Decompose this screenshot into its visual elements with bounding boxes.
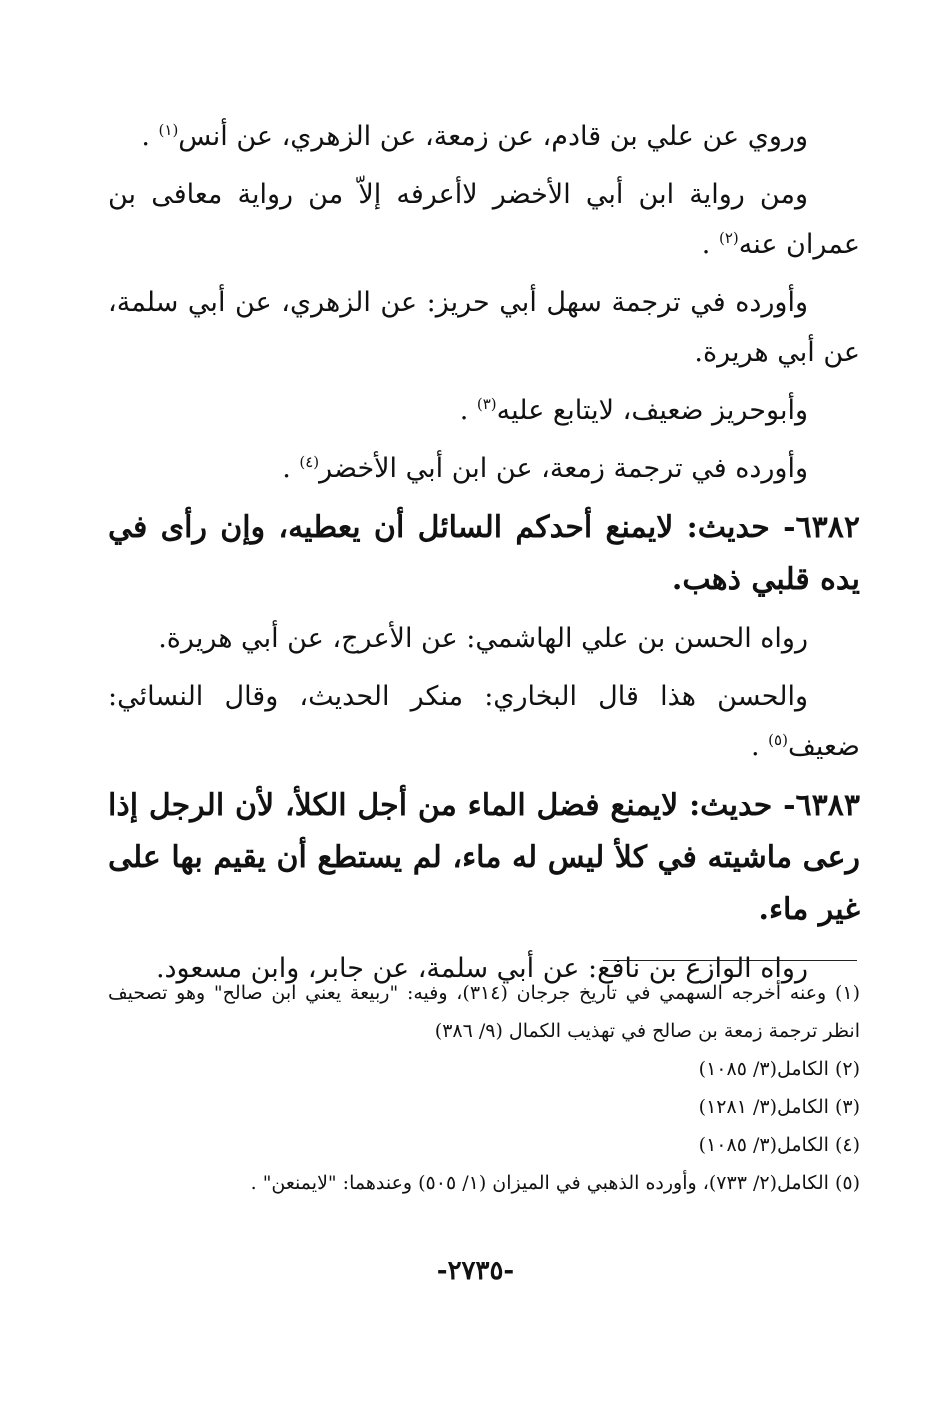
paragraph: والحسن هذا قال البخاري: منكر الحديث، وقال النسائي: ضعيف$^{(٥)}$ . — [108, 681, 860, 762]
footnote-ref[interactable]: (٥) — [768, 731, 788, 749]
page-number: -٢٧٣٥- — [436, 1256, 515, 1286]
footnote: (٤) الكامل(٣/ ١٠٨٥) — [698, 1134, 860, 1156]
paragraph: وأورده في ترجمة زمعة، عن ابن أبي الأخضر$^{(٤)}$ . — [282, 453, 808, 484]
paragraph: وأبوحريز ضعيف، لايتابع عليه$^{(٣)}$ . — [459, 395, 808, 426]
footnote: (٣) الكامل(٣/ ١٢٨١) — [698, 1096, 860, 1118]
footnotes — [108, 974, 860, 1202]
paragraph: ومن رواية ابن أبي الأخضر لاأعرفه إلاّ من رواية معافى بن عمران عنه$^{(٢)}$ . — [108, 179, 860, 260]
hadith-heading: ٦٣٨٣- حديث: لايمنع فضل الماء من أجل الكلأ، لأن الرجل إذا رعى ماشيته في كلأ ليس له ماء، لم يستطع أن يقيم بها على غير ماء. — [108, 788, 860, 927]
footnote-ref[interactable]: (٢) — [718, 229, 739, 247]
footnote-ref[interactable]: (١) — [158, 121, 179, 139]
footnote: (١) وعنه أخرجه السهمي في تاريخ جرجان (٣١٤)، وفيه: "ربيعة يعني ابن صالح" وهو تصحيف انظر ترجمة زمعة بن صالح في تهذيب الكمال (٩/ ٣٨٦) — [108, 982, 860, 1042]
footnote: (٥) الكامل(٢/ ٧٣٣)، وأورده الذهبي في الميزان (١/ ٥٠٥) وعندهما: "لايمنعن" . — [250, 1172, 860, 1194]
footnote-divider — [603, 960, 857, 961]
paragraph: رواه الوازع بن نافع: عن أبي سلمة، عن جابر، وابن مسعود. — [155, 953, 808, 984]
paragraph: وروي عن علي بن قادم، عن زمعة، عن الزهري، عن أنس$^{(١)}$ . — [141, 121, 808, 152]
paragraph: رواه الحسن بن علي الهاشمي: عن الأعرج، عن أبي هريرة. — [158, 623, 808, 654]
footnote-ref[interactable]: (٣) — [476, 395, 497, 413]
footnote: (٢) الكامل(٣/ ١٠٨٥) — [698, 1058, 860, 1080]
hadith-heading: ٦٣٨٢- حديث: لايمنع أحدكم السائل أن يعطيه، وإن رأى في يده قلبي ذهب. — [108, 510, 860, 597]
footnote-ref[interactable]: (٤) — [299, 453, 320, 471]
main-text — [108, 112, 860, 1002]
paragraph: وأورده في ترجمة سهل أبي حريز: عن الزهري، عن أبي سلمة، عن أبي هريرة. — [108, 287, 860, 368]
